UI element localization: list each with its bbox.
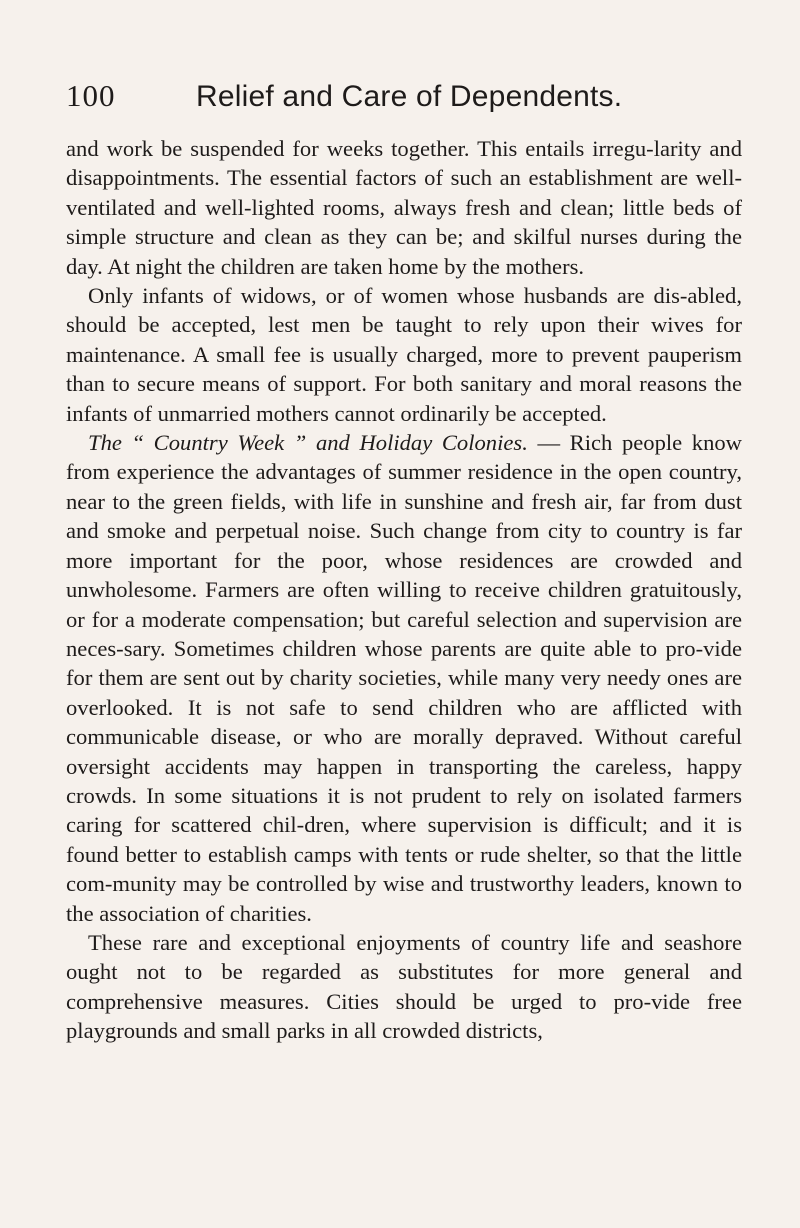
- page-number: 100: [66, 78, 116, 113]
- paragraph-3: [66, 428, 742, 928]
- running-title: Relief and Care of Dependents.: [196, 80, 623, 113]
- body-text: [66, 134, 742, 1046]
- paragraph-2: Only infants of widows, or of women whose husbands are dis-abled, should be accepted, lest men be taught to rely upon their wives for maintenance. A small fee is usually charged, more to prevent pauperism than to secure means of support. For both sanitary and moral reasons the infants of unmarried mothers cannot ordinarily be accepted.: [66, 283, 742, 426]
- paragraph-4: These rare and exceptional enjoyments of country life and seashore ought not to be regarded as substitutes for more general and comprehensive measures. Cities should be urged to pro-vide free playgrounds and small parks in all crowded districts,: [66, 929, 742, 1044]
- running-header: [66, 78, 740, 120]
- paragraph-1: and work be suspended for weeks together. This entails irregu-larity and disappointments. The essential factors of such an establishment are well-ventilated and well-lighted rooms, always fresh and clean; little beds of simple structure and clean as they can be; and skilful nurses during the day. At night the children are taken home by the mothers.: [66, 136, 742, 279]
- section-heading: The “ Country Week ” and Holiday Colonies.: [88, 430, 528, 456]
- paragraph-3-text: — Rich people know from experience the advantages of summer residence in the open country, near to the green fields, with life in sunshine and fresh air, far from dust and smoke and perpetual noise. Such change from city to country is far more important for the poor, whose residences are crowded and unwholesome. Farmers are often willing to receive children gratuitously, or for a moderate compensation; but careful selection and supervision are neces-sary. Sometimes children whose parents are quite able to pro-vide for them are sent out by charity societies, while many very needy ones are overlooked. It is not safe to send children who are afflicted with communicable disease, or who are morally depraved. Without careful oversight accidents may happen in transporting the careless, happy crowds. In some situations it is not prudent to rely on isolated farmers caring for scattered chil-dren, where supervision is difficult; and it is found better to establish camps with tents or rude shelter, so that the little com-munity may be controlled by wise and trustworthy leaders, known to the association of charities.: [66, 430, 742, 926]
